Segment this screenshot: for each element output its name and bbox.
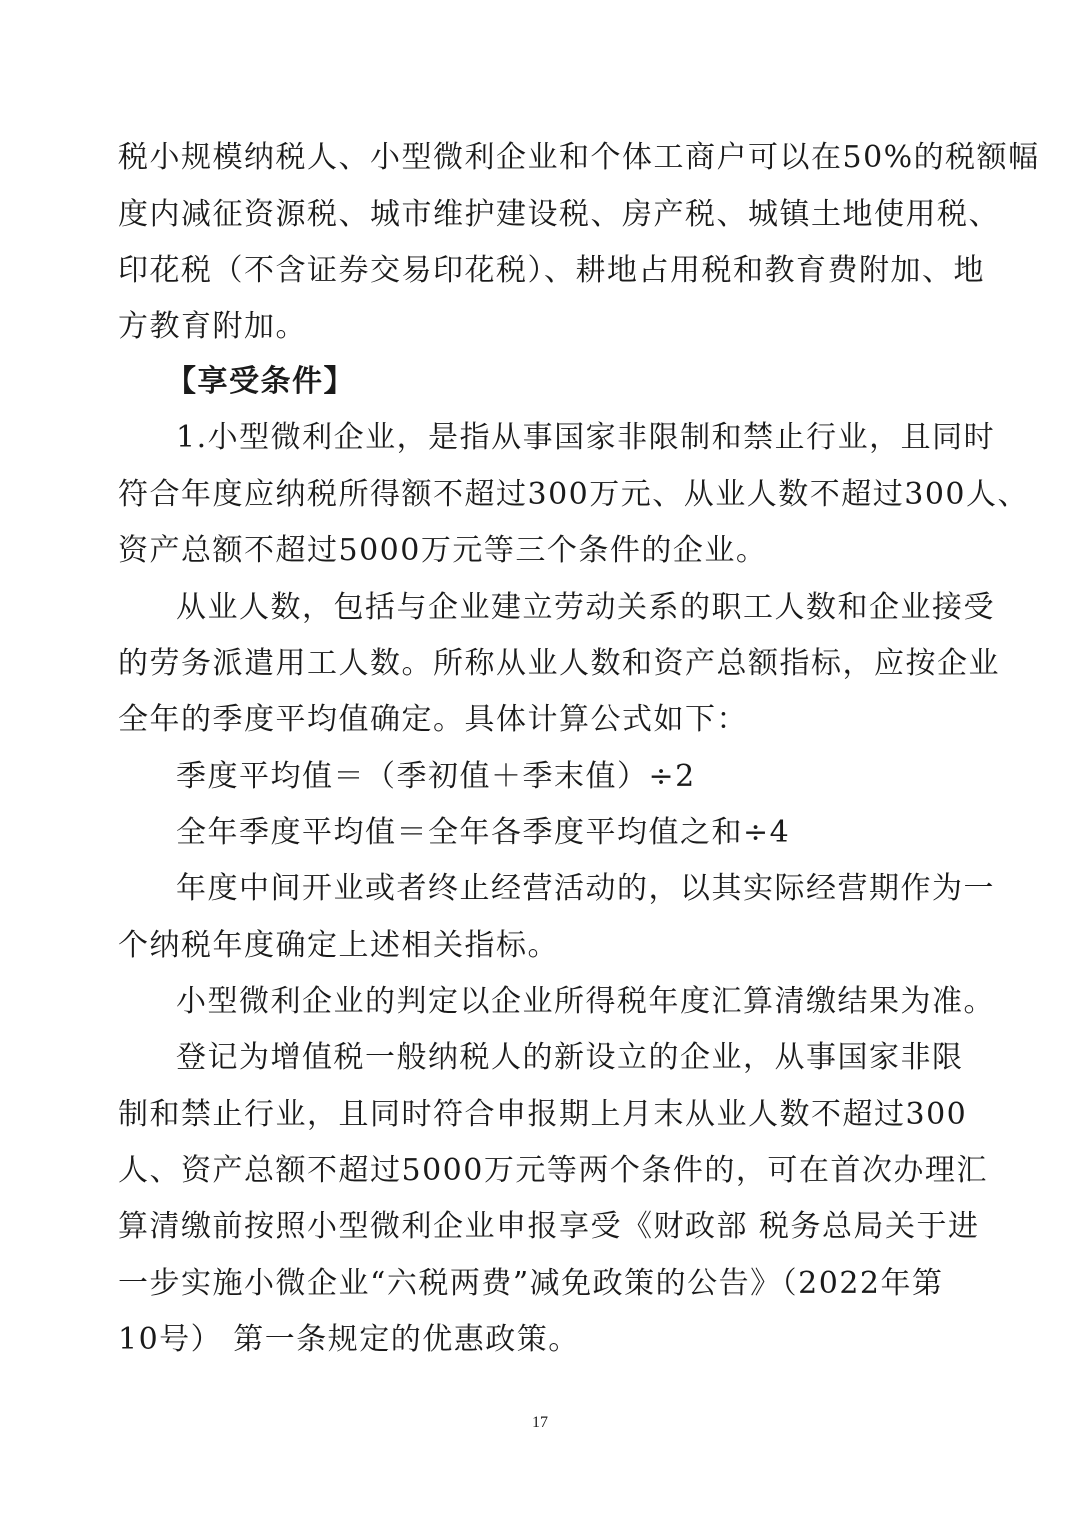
text-line: 个纳税年度确定上述相关指标。	[118, 928, 559, 963]
text-line: 资产总额不超过5000万元等三个条件的企业。	[118, 533, 768, 568]
text-line: 税小规模纳税人、小型微利企业和个体工商户可以在50%的税额幅	[118, 140, 1040, 175]
paragraph-start: 登记为增值税一般纳税人的新设立的企业，从事国家非限	[176, 1040, 964, 1075]
text-line: 10号） 第一条规定的优惠政策。	[118, 1322, 580, 1357]
text-line: 一步实施小微企业“六税两费”减免政策的公告》（2022年第	[118, 1266, 944, 1301]
text-line: 的劳务派遣用工人数。所称从业人数和资产总额指标，应按企业	[118, 646, 1000, 681]
paragraph-start: 1.小型微利企业，是指从事国家非限制和禁止行业，且同时	[176, 420, 996, 455]
paragraph-start: 年度中间开业或者终止经营活动的，以其实际经营期作为一	[176, 871, 995, 906]
text-line: 制和禁止行业，且同时符合申报期上月末从业人数不超过300	[118, 1097, 968, 1132]
page-number: 17	[532, 1414, 548, 1431]
paragraph-start: 小型微利企业的判定以企业所得税年度汇算清缴结果为准。	[176, 984, 995, 1019]
text-line: 度内减征资源税、城市维护建设税、房产税、城镇土地使用税、	[118, 197, 1000, 232]
paragraph-start: 从业人数，包括与企业建立劳动关系的职工人数和企业接受	[176, 590, 995, 625]
text-line: 符合年度应纳税所得额不超过300万元、从业人数不超过300人、	[118, 477, 1030, 512]
text-line: 印花税（不含证券交易印花税）、耕地占用税和教育费附加、地	[118, 253, 985, 288]
text-line: 全年的季度平均值确定。具体计算公式如下：	[118, 702, 748, 737]
text-line: 方教育附加。	[118, 309, 307, 344]
section-heading: 【享受条件】	[166, 364, 355, 399]
formula-line: 全年季度平均值＝全年各季度平均值之和÷4	[176, 815, 791, 850]
text-line: 人、资产总额不超过5000万元等两个条件的，可在首次办理汇	[118, 1153, 988, 1188]
text-line: 算清缴前按照小型微利企业申报享受《财政部 税务总局关于进	[118, 1209, 980, 1244]
formula-line: 季度平均值＝（季初值＋季末值）÷2	[176, 759, 696, 794]
